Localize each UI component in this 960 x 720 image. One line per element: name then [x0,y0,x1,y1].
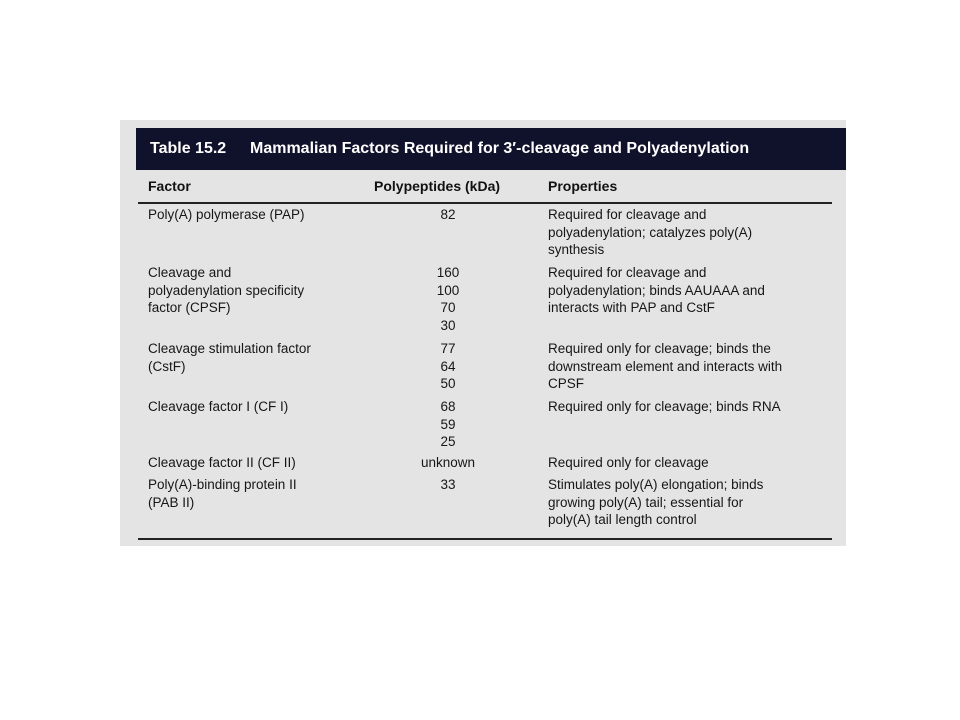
polypeptides-cell-line: unknown [420,455,476,470]
factor-cell-line: (PAB II) [148,494,195,510]
table-scan [120,120,846,546]
properties-cell-line: poly(A) tail length control [548,512,697,527]
factor-cell-line: Poly(A) polymerase (PAP) [148,207,305,222]
factor-cell-line: Cleavage stimulation factor [148,341,311,356]
factor-cell [148,340,358,375]
properties-cell-line: polyadenylation; binds AAUAAA and [548,282,765,298]
polypeptides-cell-line: 77 [440,341,456,356]
properties-cell-line: downstream element and interacts with [548,358,783,374]
properties-cell-line: Required only for cleavage [548,455,709,470]
properties-cell-line: Required for cleavage and [548,265,707,280]
table-number: Table 15.2 [150,140,227,157]
polypeptides-cell-line: 25 [440,434,456,449]
polypeptides-cell [388,206,508,224]
polypeptides-cell [388,476,508,494]
column-header-factor: Factor [148,178,191,194]
header-rule [138,202,832,204]
polypeptides-cell-line: 70 [440,300,456,315]
factor-cell [148,454,358,472]
properties-cell [548,264,838,317]
properties-cell-line: growing poly(A) tail; essential for [548,494,744,510]
properties-cell-line: Stimulates poly(A) elongation; binds [548,477,764,492]
properties-cell-line: Required only for cleavage; binds RNA [548,399,781,414]
properties-cell [548,206,838,259]
polypeptides-cell [388,454,508,472]
properties-cell-line: Required for cleavage and [548,207,707,222]
properties-cell-line: synthesis [548,242,605,257]
polypeptides-cell [388,398,508,451]
factor-cell-line: polyadenylation specificity [148,282,305,298]
properties-cell-line: CPSF [548,376,585,391]
factor-cell-line: Cleavage factor I (CF I) [148,399,289,414]
polypeptides-cell [388,340,508,393]
table-title: Mammalian Factors Required for 3′-cleavage and Polyadenylation [250,140,750,157]
polypeptides-cell-line: 100 [436,282,460,298]
bottom-rule [138,538,832,540]
factor-cell-line: Cleavage and [148,265,232,280]
properties-cell [548,476,838,529]
column-header-polypeptides: Polypeptides (kDa) [374,178,501,194]
polypeptides-cell [388,264,508,334]
table-title-bar [136,128,846,170]
polypeptides-cell-line: 82 [440,207,456,222]
properties-cell-line: interacts with PAP and CstF [548,300,715,315]
polypeptides-cell-line: 68 [440,399,456,414]
factor-cell [148,206,358,224]
properties-cell [548,340,838,393]
factor-cell-line: Cleavage factor II (CF II) [148,455,296,470]
polypeptides-cell-line: 50 [440,376,456,391]
factor-cell-line: (CstF) [148,358,186,374]
factor-cell [148,398,358,416]
polypeptides-cell-line: 30 [440,317,456,333]
polypeptides-cell-line: 64 [440,358,456,374]
factor-cell-line: factor (CPSF) [148,300,231,315]
polypeptides-cell-line: 160 [436,265,460,280]
polypeptides-cell-line: 59 [440,416,456,432]
properties-cell [548,454,838,472]
properties-cell-line: polyadenylation; catalyzes poly(A) [548,224,753,240]
properties-cell-line: Required only for cleavage; binds the [548,341,771,356]
properties-cell [548,398,838,416]
column-header-properties: Properties [548,178,618,194]
polypeptides-cell-line: 33 [440,477,456,492]
factor-cell-line: Poly(A)-binding protein II [148,477,297,492]
factor-cell [148,476,358,511]
factor-cell [148,264,358,317]
